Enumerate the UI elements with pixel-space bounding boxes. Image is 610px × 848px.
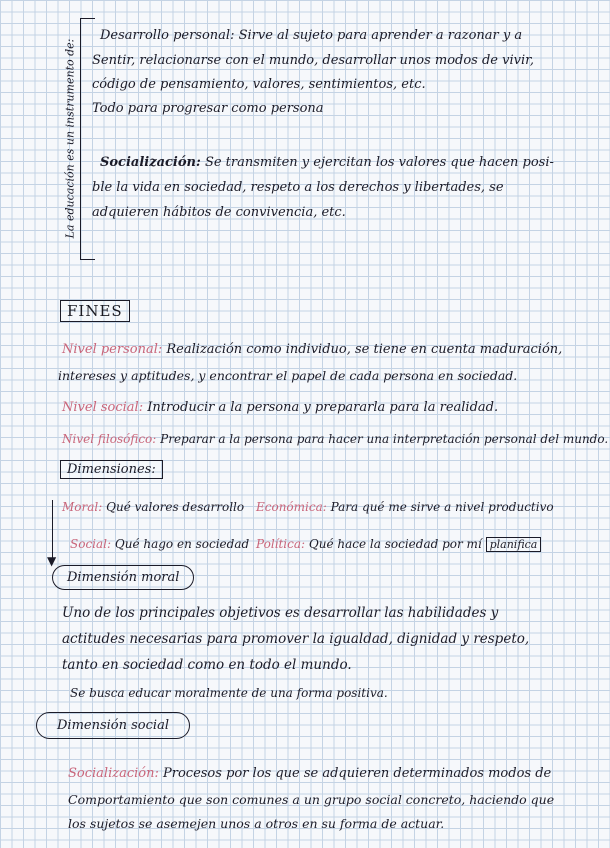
side-title-wrap [62,18,78,262]
dimensiones-arrow-line [52,500,53,560]
dim-moral-note: Se busca educar moralmente de una forma positiva. [70,686,388,700]
fines-social-label: Nivel social: [62,400,144,415]
block1-line-3: código de pensamiento, valores, sentimientos, etc. [92,77,426,92]
dim-politica-label: Política: [256,537,306,551]
dim-economica-text: Para qué me sirve a nivel productivo [330,500,554,514]
dim-economica-label: Económica: [256,500,327,514]
dim-social-text: Qué hago en sociedad [114,537,250,551]
fines-personal-line-2: intereses y aptitudes, y encontrar el papel de cada persona en sociedad. [58,368,518,383]
fines-filo-text: Preparar a la persona para hacer una interpretación personal del mundo. [160,432,609,446]
dim-social-line-2: Comportamiento que son comunes a un grupo social concreto, haciendo que [68,792,555,807]
dim-moral-label: Moral: [62,500,103,514]
dim-politica-box: planifica [486,537,542,552]
dim-social-text-1: Procesos por los que se adquieren determinados modos de [163,766,552,781]
dim-moral-text: Qué valores desarrollo [106,500,245,514]
side-title: La educación es un instrumento de: [63,38,77,239]
arrow-down-icon: ▼ [47,554,57,568]
fines-personal-label: Nivel personal: [62,342,163,357]
dim-moral-line-3: tanto en sociedad como en todo el mundo. [62,657,352,673]
block2-line-2: ble la vida en sociedad, respeto a los derechos y libertades, se [92,180,504,195]
fines-personal-line-1 [62,342,562,357]
dim-social-cloud: Dimensión social [36,712,190,739]
dim-politica-row [256,537,541,551]
block1-line-2: Sentir, relacionarse con el mundo, desarrollar unos modos de vivir, [92,53,535,68]
dim-social-row [70,537,249,551]
dim-politica-text: Qué hace la sociedad por mí [308,537,482,551]
fines-filo-label: Nivel filosófico: [62,432,157,446]
block2-text-1: Se transmiten y ejercitan los valores que hacen posi- [204,155,554,170]
dim-economica-row [256,500,554,514]
fines-personal-text-1: Realización como individuo, se tiene en cuenta maduración, [166,342,563,357]
fines-filo-line [62,432,608,446]
dim-social-line-3: los sujetos se asemejen unos a otros en su forma de actuar. [68,816,445,831]
dim-moral-cloud: Dimensión moral [52,565,194,590]
dim-moral-row [62,500,244,514]
fines-social-line [62,400,498,415]
dim-social-label: Social: [70,537,112,551]
fines-social-text: Introducir a la persona y prepararla para la realidad. [147,400,499,415]
dim-moral-line-2: actitudes necesarias para promover la igualdad, dignidad y respeto, [62,631,530,647]
block1-line-1: Desarrollo personal: Sirve al sujeto para aprender a razonar y a [100,28,523,43]
dim-social-line-1 [68,766,551,781]
block2-line-3: adquieren hábitos de convivencia, etc. [92,205,346,220]
dim-social-label-text: Socialización: [68,766,159,781]
block2-line-1 [100,155,554,170]
block1-line-4: Todo para progresar como persona [92,101,324,116]
dimensiones-title: Dimensiones: [60,460,163,479]
fines-title: FINES [60,300,130,322]
block2-heading: Socialización: [100,155,201,170]
dim-moral-line-1: Uno de los principales objetivos es desarrollar las habilidades y [62,605,499,621]
